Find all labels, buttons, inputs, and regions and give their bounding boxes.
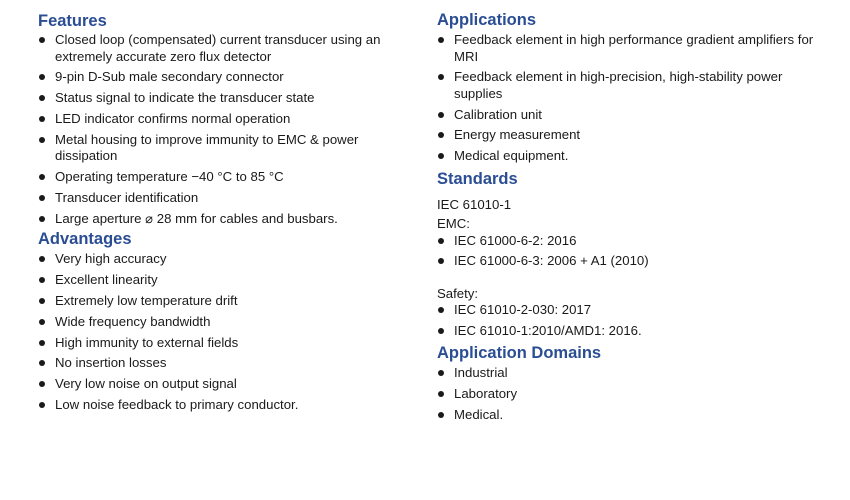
list-item: LED indicator confirms normal operation <box>38 111 418 128</box>
list-item: IEC 61010-2-030: 2017 <box>437 302 817 319</box>
list-item: Medical equipment. <box>437 148 817 165</box>
features-heading: Features <box>38 12 107 30</box>
bullet-icon <box>39 216 45 222</box>
bullet-icon <box>39 116 45 122</box>
bullet-icon <box>39 174 45 180</box>
bullet-icon <box>39 360 45 366</box>
list-item: 9-pin D-Sub male secondary connector <box>38 69 418 86</box>
bullet-icon <box>438 37 444 43</box>
features-list <box>38 32 418 227</box>
safety-label: Safety: <box>437 285 479 301</box>
list-item: Closed loop (compensated) current transducer using an extremely accurate zero flux detector <box>38 32 418 65</box>
list-item: Laboratory <box>437 386 817 403</box>
bullet-icon <box>438 132 444 138</box>
list-item: Operating temperature −40 °C to 85 °C <box>38 169 418 186</box>
bullet-icon <box>438 238 444 244</box>
list-item: IEC 61000-6-3: 2006 + A1 (2010) <box>437 253 817 270</box>
domains-heading: Application Domains <box>437 344 602 363</box>
bullet-icon <box>438 258 444 264</box>
list-item: Extremely low temperature drift <box>38 293 418 310</box>
bullet-icon <box>438 153 444 159</box>
emc-list <box>437 233 817 270</box>
bullet-icon <box>39 381 45 387</box>
list-item: Wide frequency bandwidth <box>38 314 418 331</box>
list-item: Very low noise on output signal <box>38 376 418 393</box>
advantages-list <box>38 251 418 413</box>
list-item: Excellent linearity <box>38 272 418 289</box>
safety-list <box>437 302 817 339</box>
bullet-icon <box>39 402 45 408</box>
list-item: IEC 61010-1:2010/AMD1: 2016. <box>437 323 817 340</box>
bullet-icon <box>438 74 444 80</box>
list-item: Large aperture ⌀ 28 mm for cables and busbars. <box>38 211 418 228</box>
right-column <box>437 0 817 427</box>
bullet-icon <box>438 391 444 397</box>
bullet-icon <box>438 412 444 418</box>
applications-list <box>437 32 817 165</box>
bullet-icon <box>39 37 45 43</box>
bullet-icon <box>438 328 444 334</box>
bullet-icon <box>39 95 45 101</box>
list-item: IEC 61000-6-2: 2016 <box>437 233 817 250</box>
bullet-icon <box>39 195 45 201</box>
list-item: Feedback element in high performance gradient amplifiers for MRI <box>437 32 817 65</box>
list-item: Status signal to indicate the transducer state <box>38 90 418 107</box>
bullet-icon <box>39 137 45 143</box>
advantages-heading: Advantages <box>38 230 132 249</box>
list-item: Metal housing to improve immunity to EMC & power dissipation <box>38 132 418 165</box>
emc-label: EMC: <box>437 216 470 232</box>
applications-heading: Applications <box>437 11 537 29</box>
list-item: Calibration unit <box>437 107 817 124</box>
list-item: Low noise feedback to primary conductor. <box>38 397 418 414</box>
standard-iec: IEC 61010-1 <box>437 196 512 212</box>
list-item: Industrial <box>437 365 817 382</box>
list-item: Feedback element in high-precision, high-stability power supplies <box>437 69 817 102</box>
bullet-icon <box>39 74 45 80</box>
standards-heading: Standards <box>437 169 518 188</box>
left-column <box>38 0 418 418</box>
list-item: No insertion losses <box>38 355 418 372</box>
list-item: Energy measurement <box>437 127 817 144</box>
list-item: Very high accuracy <box>38 251 418 268</box>
list-item: Transducer identification <box>38 190 418 207</box>
list-item: High immunity to external fields <box>38 335 418 352</box>
bullet-icon <box>438 112 444 118</box>
list-item: Medical. <box>437 407 817 424</box>
bullet-icon <box>39 298 45 304</box>
bullet-icon <box>438 370 444 376</box>
domains-list <box>437 365 817 423</box>
bullet-icon <box>39 256 45 262</box>
bullet-icon <box>39 319 45 325</box>
bullet-icon <box>39 277 45 283</box>
bullet-icon <box>39 340 45 346</box>
bullet-icon <box>438 307 444 313</box>
